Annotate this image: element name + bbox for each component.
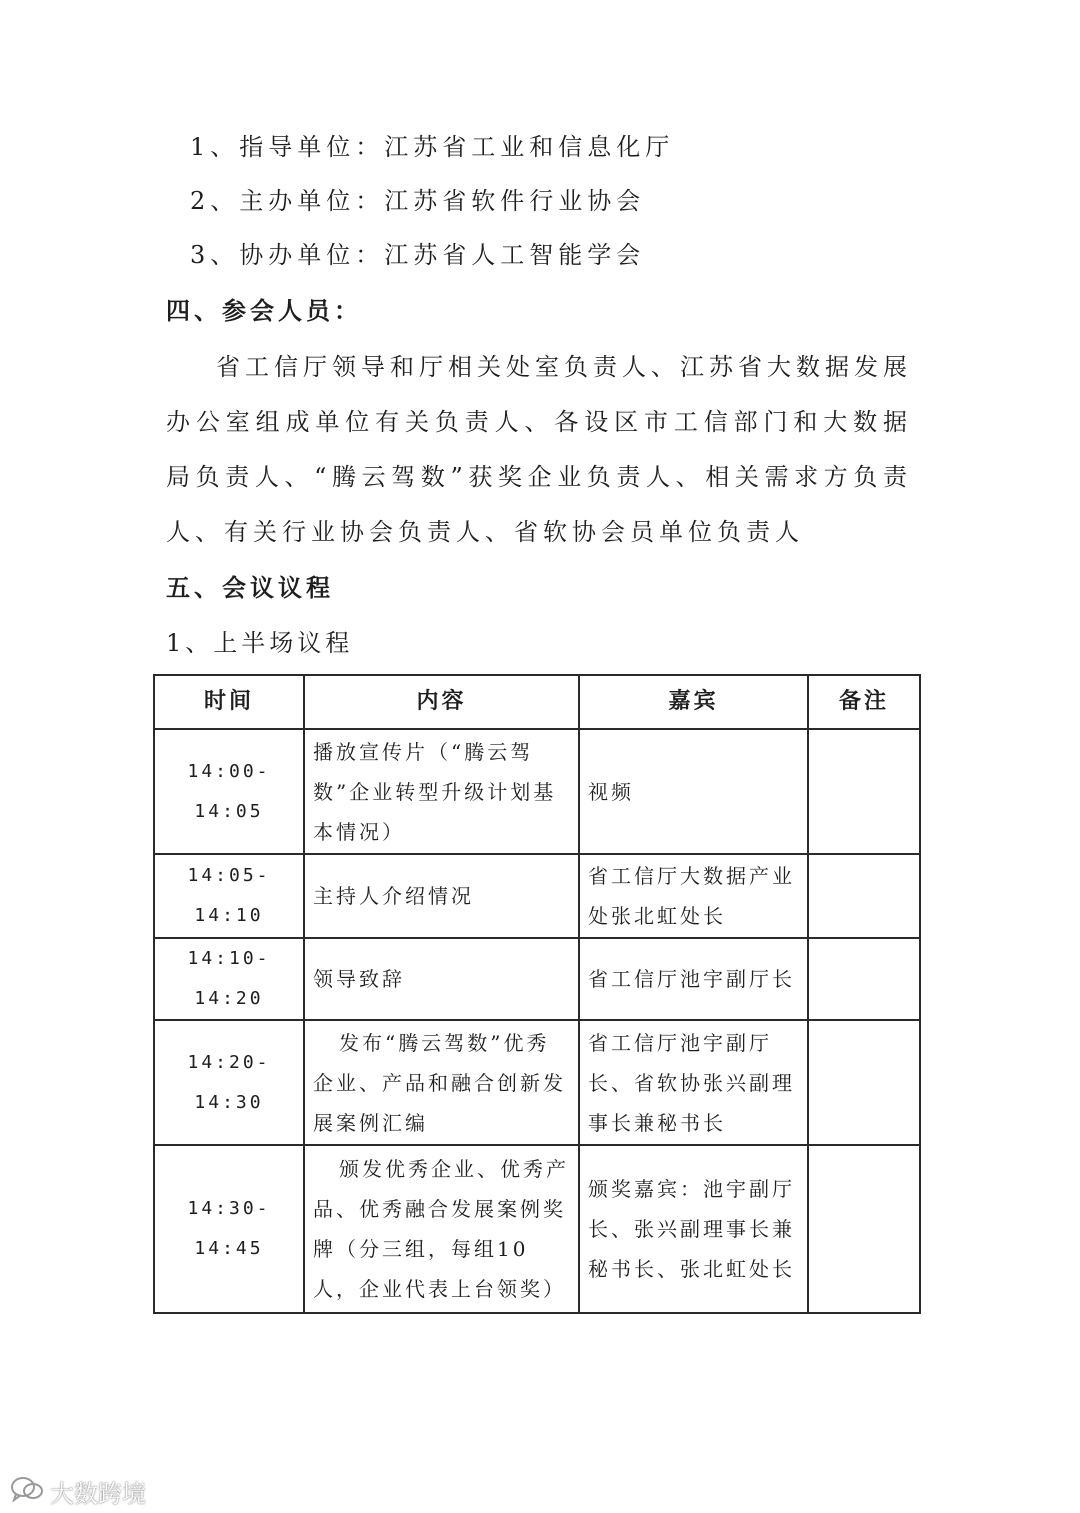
table-row — [154, 729, 920, 854]
header-content: 内容 — [304, 675, 579, 729]
organizer-line-1 — [190, 132, 674, 162]
cell-content: 播放宣传片（“腾云驾数”企业转型升级计划基本情况） — [304, 729, 579, 854]
organizer-line-2 — [190, 186, 645, 216]
subheading-first-half: 1、上半场议程 — [166, 629, 354, 657]
cell-content: 领导致辞 — [304, 938, 579, 1020]
cell-note — [808, 1020, 920, 1145]
organizer-number: 2、 — [190, 187, 240, 215]
cell-note — [808, 854, 920, 938]
cell-guest: 省工信厅池宇副厅长、省软协张兴副理事长兼秘书长 — [579, 1020, 808, 1145]
cell-guest: 视频 — [579, 729, 808, 854]
header-time: 时间 — [154, 675, 304, 729]
organizer-value: 江苏省软件行业协会 — [384, 187, 646, 215]
table-row — [154, 1020, 920, 1145]
cell-content: 主持人介绍情况 — [304, 854, 579, 938]
watermark — [10, 1474, 146, 1509]
organizer-label: 协办单位： — [239, 241, 385, 269]
chat-bubble-icon — [10, 1476, 44, 1508]
attendees-paragraph: 省工信厅领导和厅相关处室负责人、江苏省大数据发展办公室组成单位有关负责人、各设区市工信部门和大数据局负责人、“腾云驾数”获奖企业负责人、相关需求方负责人、有关行业协会负责人、省软协会员单位负责人 — [166, 353, 912, 546]
section-heading-agenda: 五、会议议程 — [166, 574, 334, 602]
organizer-number: 1、 — [190, 133, 240, 161]
table-row — [154, 854, 920, 938]
cell-note — [808, 729, 920, 854]
cell-time: 14:30-14:45 — [154, 1145, 304, 1313]
cell-note — [808, 1145, 920, 1313]
table-header-row — [154, 675, 920, 729]
organizer-value: 江苏省人工智能学会 — [384, 241, 646, 269]
cell-content: 颁发优秀企业、优秀产品、优秀融合发展案例奖牌（分三组，每组10人，企业代表上台领奖） — [304, 1145, 579, 1313]
organizer-line-3 — [190, 240, 645, 270]
cell-guest: 颁奖嘉宾：池宇副厅长、张兴副理事长兼秘书长、张北虹处长 — [579, 1145, 808, 1313]
table-row — [154, 1145, 920, 1313]
cell-content: 发布“腾云驾数”优秀企业、产品和融合创新发展案例汇编 — [304, 1020, 579, 1145]
table-row — [154, 938, 920, 1020]
header-guest: 嘉宾 — [579, 675, 808, 729]
cell-time: 14:05-14:10 — [154, 854, 304, 938]
organizer-label: 指导单位： — [239, 133, 385, 161]
cell-guest: 省工信厅大数据产业处张北虹处长 — [579, 854, 808, 938]
cell-time: 14:00-14:05 — [154, 729, 304, 854]
cell-note — [808, 938, 920, 1020]
organizer-value: 江苏省工业和信息化厅 — [384, 133, 675, 161]
watermark-text: 大数跨境 — [50, 1480, 146, 1508]
cell-time: 14:20-14:30 — [154, 1020, 304, 1145]
section-heading-attendees: 四、参会人员： — [166, 297, 362, 325]
agenda-table — [153, 674, 921, 1314]
organizer-label: 主办单位： — [239, 187, 385, 215]
cell-guest: 省工信厅池宇副厅长 — [579, 938, 808, 1020]
header-note: 备注 — [808, 675, 920, 729]
cell-time: 14:10-14:20 — [154, 938, 304, 1020]
organizer-number: 3、 — [190, 241, 240, 269]
